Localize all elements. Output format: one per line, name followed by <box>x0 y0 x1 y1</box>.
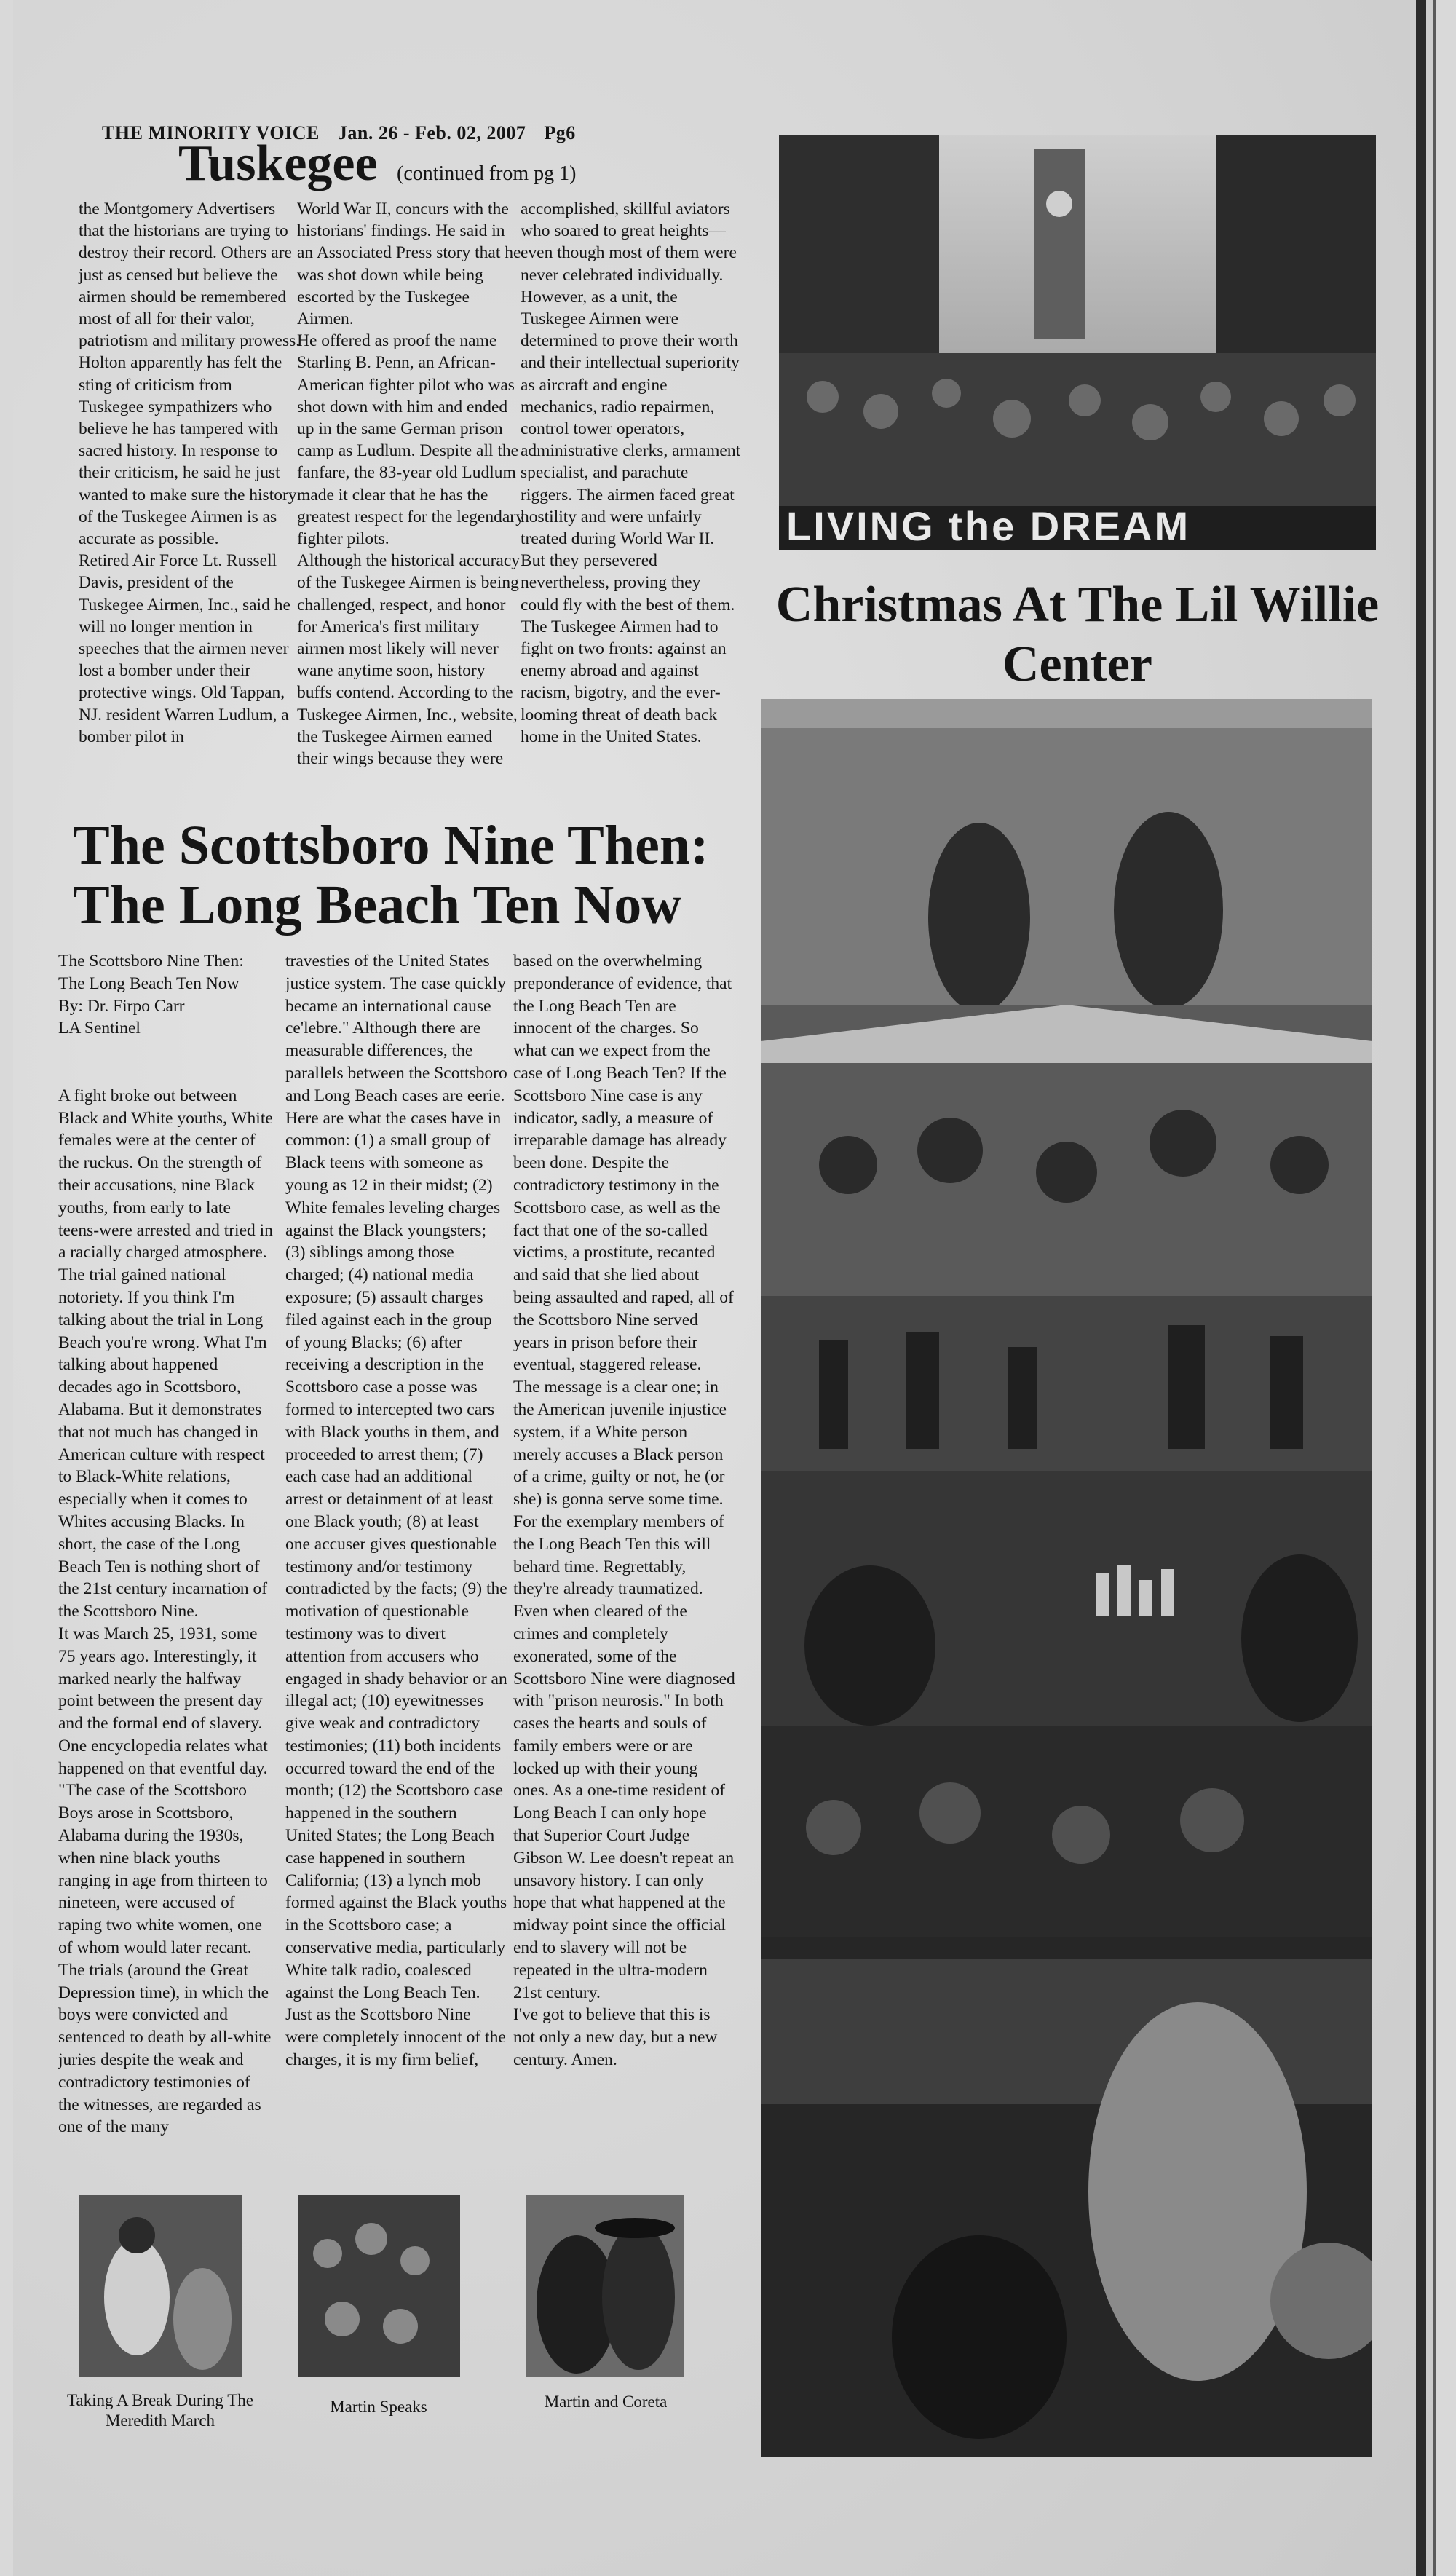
scottsboro-headline <box>73 815 708 935</box>
meredith-march-image <box>79 2195 242 2377</box>
martin-coreta-caption: Martin and Coreta <box>544 2393 668 2411</box>
tuskegee-column-3: accomplished, skillful aviators who soared to great heights— even though most of them were never celebrated individually. However, as a unit, the Tuskegee Airmen were determined to prove their worth and their intellectual superiority as aircraft and engine mechanics, radio repairmen, control tower operators, administrative clerks, armament specialist, and parachute riggers. The airmen faced great hostility and were unfairly treated during World War II. But they persevered nevertheless, proving they could fly with the best of them. The Tuskegee Airmen had to fight on two fronts: against an enemy abroad and against racism, bigotry, and the ever-looming threat of death back home in the United States. <box>521 199 741 746</box>
tuskegee-column-2: World War II, concurs with the historians' findings. He said in an Associated Press story that he was shot down while being escorted by the Tuskegee Airmen. He offered as proof the name Starling B. Penn, an African-American fighter pilot who was shot down with him and ended up in the same German prison camp as Ludlum. Despite all the fanfare, the 83-year old Ludlum made it clear that he has the greatest respect for the legendary fighter pilots. Although the historical accuracy of the Tuskegee Airmen is being challenged, respect, and honor for America's first military airmen most likely will never wane anytime soon, history buffs contend. According to the Tuskegee Airmen, Inc., website, the Tuskegee Airmen earned their wings because they were <box>297 199 524 769</box>
scottsboro-column-1: The Scottsboro Nine Then: The Long Beach Ten Now By: Dr. Firpo Carr LA Sentinel A fight broke out between Black and White youths, White females were at the center of the ruckus. On the strength of their accusations, nine Black youths, from early to late teens-were arrested and tried in a racially charged atmosphere. The trial gained national notoriety. If you think I'm talking about the trial in Long Beach you're wrong. What I'm talking about happened decades ago in Scottsboro, Alabama. But it demonstrates that not much has changed in American culture with respect to Black-White relations, especially when it comes to Whites accusing Blacks. In short, the case of the Long Beach Ten is nothing short of the 21st century incarnation of the Scottsboro Nine. It was March 25, 1931, some 75 years ago. Interestingly, it marked nearly the halfway point between the present day and the formal end of slavery. One encyclopedia relates what happened on that eventful day. "The case of the Scottsboro Boys arose in Scottsboro, Alabama during the 1930s, when nine black youths ranging in age from thirteen to nineteen, were accused of raping two white women, one of whom would later recant. The trials (around the Great Depression time), in which the boys were convicted and sentenced to death by all-white juries despite the weak and contradictory testimonies of the witnesses, are regarded as one of the many <box>58 952 273 2137</box>
masthead-page: Pg6 <box>544 122 576 143</box>
scottsboro-headline-line-1: The Scottsboro Nine Then: <box>73 815 709 876</box>
tuskegee-continued: (continued from pg 1) <box>397 162 577 185</box>
christmas-photo-collage <box>761 699 1372 2457</box>
meredith-march-caption: Taking A Break During The Meredith March <box>66 2391 254 2430</box>
living-the-dream-photo <box>779 135 1376 550</box>
tuskegee-column-1: the Montgomery Advertisers that the historians are trying to destroy their record. Others are just as censed but believe the airmen should be remembered most of all for their valor, patriotism and military prowess. Holton apparently has felt the sting of criticism from Tuskegee sympathizers who believe he has tampered with sacred history. In response to their criticism, he said he just wanted to make sure the history of the Tuskegee Airmen is as accurate as possible. Retired Air Force Lt. Russell Davis, president of the Tuskegee Airmen, Inc., said he will no longer mention in speeches that the airmen never lost a bomber under their protective wings. Old Tappan, NJ. resident Warren Ludlum, a bomber pilot in <box>79 199 301 746</box>
martin-coreta-image <box>526 2195 684 2377</box>
page-edge-rule-thin <box>1433 0 1436 2576</box>
tuskegee-title: Tuskegee <box>178 135 378 191</box>
martin-coreta-photo <box>526 2195 684 2377</box>
martin-speaks-caption: Martin Speaks <box>330 2398 427 2416</box>
christmas-photo-image <box>761 699 1372 2457</box>
masthead-paper: THE MINORITY VOICE <box>102 122 320 143</box>
page-edge-rule <box>1416 0 1426 2576</box>
living-the-dream-banner: LIVING the DREAM <box>786 503 1191 549</box>
living-the-dream-image <box>779 135 1376 550</box>
scottsboro-headline-line-2: The Long Beach Ten Now <box>73 874 682 936</box>
martin-speaks-image <box>298 2195 460 2377</box>
martin-speaks-photo <box>298 2195 460 2377</box>
christmas-title: Christmas At The Lil Willie Center <box>775 577 1380 692</box>
scottsboro-column-2: travesties of the United States justice system. The case quickly became an international cause ce'lebre." Although there are measurable differences, the parallels between the Scottsboro and Long Beach cases are eerie. Here are what the cases have in common: (1) a small group of Black teens with someone as young as 12 in their midst; (2) White females leveling charges against the Black youngsters; (3) siblings among those charged; (4) national media exposure; (5) assault charges filed against each in the group of young Blacks; (6) after receiving a description in the Scottsboro case a posse was formed to intercepted two cars with Black youths in them, and proceeded to arrest them; (7) each case had an additional arrest or detainment of at least one Black youth; (8) at least one accuser gives questionable testimony and/or testimony contradicted by the facts; (9) the motivation of questionable testimony was to divert attention from accusers who engaged in shady behavior or an illegal act; (10) eyewitnesses give weak and contradictory testimonies; (11) both incidents occurred toward the end of the month; (12) the Scottsboro case happened in the southern United States; the Long Beach case happened in southern California; (13) a lynch mob formed against the Black youths in the Scottsboro case; a conservative media, particularly White talk radio, coalesced against the Long Beach Ten. Just as the Scottsboro Nine were completely innocent of the charges, it is my firm belief, <box>285 952 507 2070</box>
masthead-date: Jan. 26 - Feb. 02, 2007 <box>337 122 526 143</box>
meredith-march-photo <box>79 2195 242 2377</box>
scottsboro-column-3: based on the overwhelming preponderance of evidence, that the Long Beach Ten are innocent of the charges. So what can we expect from the case of Long Beach Ten? If the Scottsboro Nine case is any indicator, sadly, a measure of irreparable damage has already been done. Despite the contradictory testimony in the Scottsboro case, as well as the fact that one of the so-called victims, a prostitute, recanted and said that she lied about being assaulted and raped, all of the Scottsboro Nine served years in prison before their eventual, staggered release. The message is a clear one; in the American juvenile injustice system, if a White person merely accuses a Black person of a crime, guilty or not, he (or she) is gonna serve some time. For the exemplary members of the Long Beach Ten this will behard time. Regrettably, they're already traumatized. Even when cleared of the crimes and completely exonerated, some of the Scottsboro Nine were diagnosed with "prison neurosis." In both cases the hearts and souls of family embers were or are locked up with their young ones. As a one-time resident of Long Beach I can only hope that Superior Court Judge Gibson W. Lee doesn't repeat an unsavory history. I can only hope that what happened at the midway point since the official end to slavery will not be repeated in the ultra-modern 21st century. I've got to believe that this is not only a new day, but a new century. Amen. <box>513 952 735 2070</box>
